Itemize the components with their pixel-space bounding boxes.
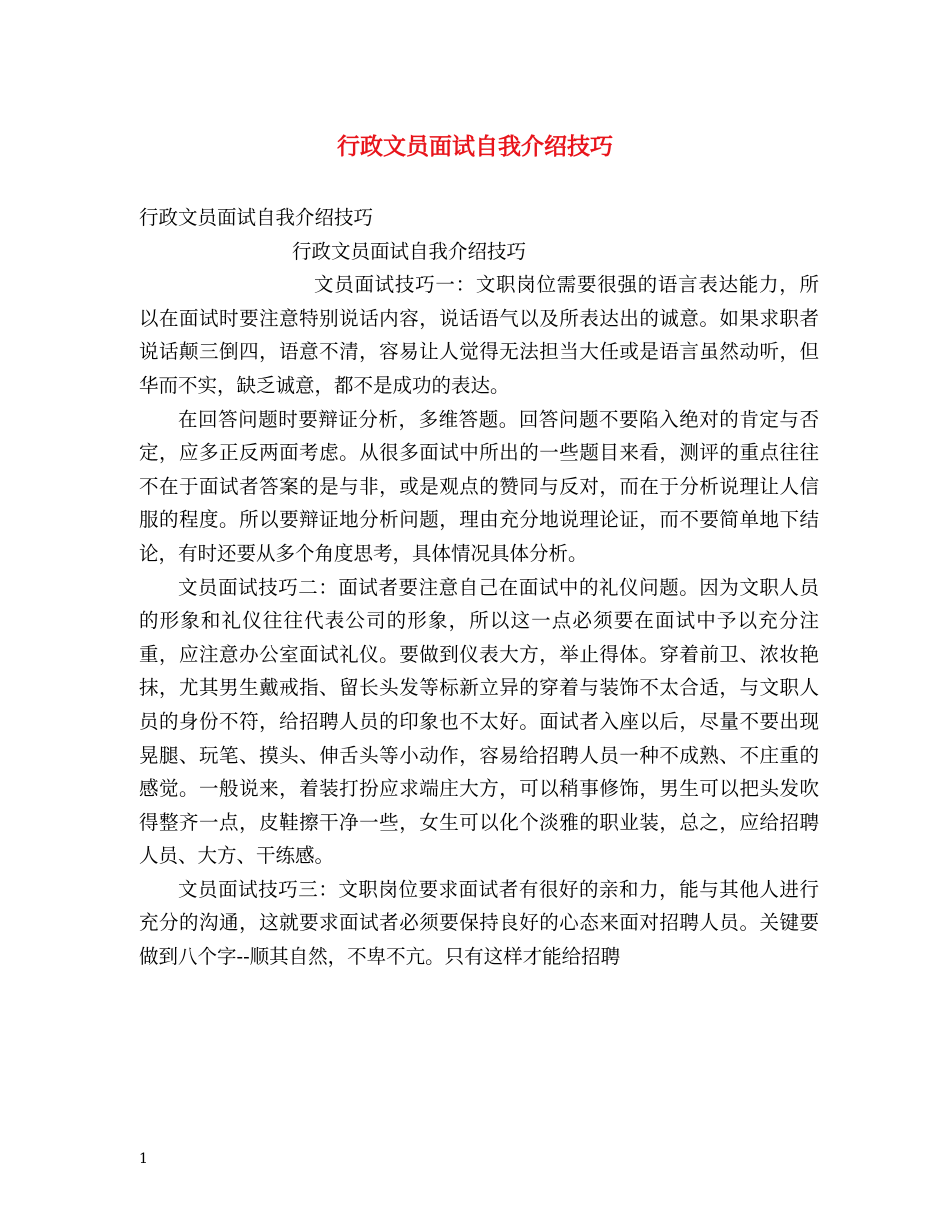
page-number: 1 [139, 1151, 148, 1167]
paragraph-dialectical-analysis: 在回答问题时要辩证分析，多维答题。回答问题不要陷入绝对的肯定与否定，应多正反两面考虑。从很多面试中所出的一些题目来看，测评的重点往往不在于面试者答案的是与非，或是观点的赞同与反对，而在于分析说理让人信服的程度。所以要辩证地分析问题，理由充分地说理论证，而不要简单地下结论，有时还要从多个角度思考，具体情况具体分析。 [139, 407, 819, 565]
section-subheading: 行政文员面试自我介绍技巧 [292, 239, 527, 263]
paragraph-tip-one: 文员面试技巧一：文职岗位需要很强的语言表达能力，所以在面试时要注意特别说话内容，说话语气以及所表达出的诚意。如果求职者说话颠三倒四，语意不清，容易让人觉得无法担当大任或是语言虽然动听，但华而不实，缺乏诚意，都不是成功的表达。 [139, 273, 819, 397]
section-heading: 行政文员面试自我介绍技巧 [139, 206, 374, 229]
document-body [139, 201, 819, 974]
paragraph-tip-three: 文员面试技巧三：文职岗位要求面试者有很好的亲和力，能与其他人进行充分的沟通，这就要求面试者必须要保持良好的心态来面对招聘人员。关键要做到八个字--顺其自然，不卑不亢。只有这样才能给招聘 [139, 877, 819, 969]
paragraph-tip-two: 文员面试技巧二：面试者要注意自己在面试中的礼仪问题。因为文职人员的形象和礼仪往往代表公司的形象，所以这一点必须要在面试中予以充分注重，应注意办公室面试礼仪。要做到仪表大方，举止得体。穿着前卫、浓妆艳抹，尤其男生戴戒指、留长头发等标新立异的穿着与装饰不太合适，与文职人员的身份不符，给招聘人员的印象也不太好。面试者入座以后，尽量不要出现晃腿、玩笔、摸头、伸舌头等小动作，容易给招聘人员一种不成熟、不庄重的感觉。一般说来，着装打扮应求端庄大方，可以稍事修饰，男生可以把头发吹得整齐一点，皮鞋擦干净一些，女生可以化个淡雅的职业装，总之，应给招聘人员、大方、干练感。 [139, 575, 819, 868]
document-title: 行政文员面试自我介绍技巧 [337, 133, 613, 160]
